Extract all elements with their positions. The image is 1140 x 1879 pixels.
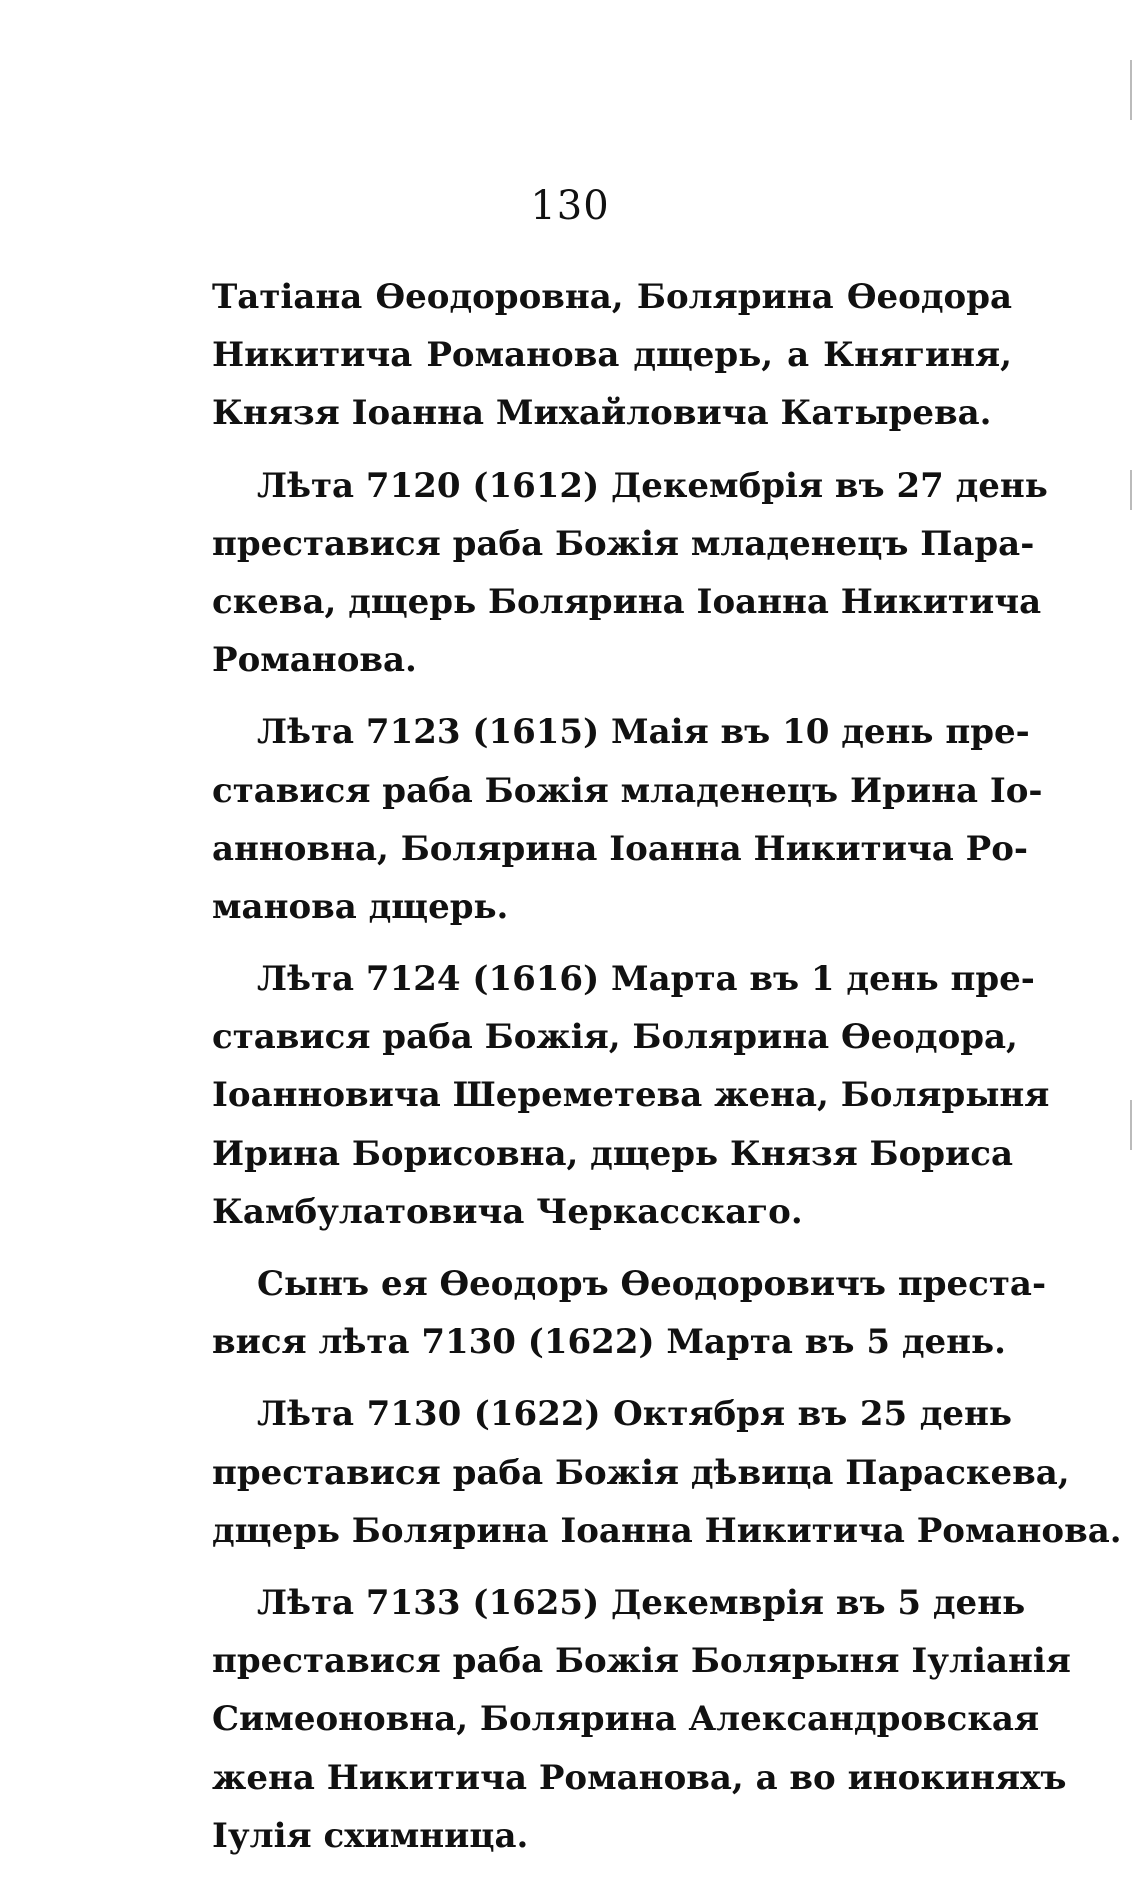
text-line: преставися раба Божія дѣвица Параскева, (212, 1452, 1070, 1493)
text-line: Лѣта 7120 (1612) Декембрія въ 27 день (257, 465, 1048, 506)
text-line: Лѣта 7130 (1622) Октября въ 25 день (257, 1394, 1012, 1435)
text-line: преставися раба Божія Болярыня Іуліанія (212, 1641, 1071, 1682)
text-line: Сынъ ея Өеодоръ Өеодоровичъ преста- (257, 1264, 1047, 1304)
scan-edge-mark (1130, 470, 1132, 510)
text-line: Лѣта 7123 (1615) Маія въ 10 день пре- (257, 712, 1030, 753)
text-body (212, 268, 1122, 1879)
paragraph-1 (212, 268, 1012, 443)
text-line: ставися раба Божія младенецъ Ирина Іо- (212, 770, 1043, 811)
text-line: Князя Іоанна Михайловича Катырева. (212, 393, 992, 434)
text-line: вися лѣта 7130 (1622) Марта въ 5 день. (212, 1322, 1006, 1363)
paragraph-7 (212, 1574, 1071, 1865)
paragraph-5 (212, 1255, 1047, 1371)
text-line: скева, дщерь Болярина Іоанна Никитича (212, 581, 1042, 622)
scan-edge-mark (1130, 1100, 1132, 1150)
text-line: Іулія схимница. (212, 1815, 529, 1856)
text-line: Камбулатовича Черкасскаго. (212, 1191, 803, 1232)
text-line: жена Никитича Романова, а во инокиняхъ (212, 1757, 1067, 1798)
paragraph-2 (212, 457, 1048, 690)
text-line: манова дщерь. (212, 886, 509, 927)
paragraph-6 (212, 1385, 1122, 1560)
text-line: ставися раба Божія, Болярина Өеодора, (212, 1017, 1018, 1058)
text-line: Симеоновна, Болярина Александровская (212, 1699, 1040, 1740)
page-number: 130 (530, 183, 610, 229)
text-line: Ирина Борисовна, дщерь Князя Бориса (212, 1133, 1013, 1174)
scan-edge-mark (1130, 60, 1132, 120)
text-line: дщерь Болярина Іоанна Никитича Романова. (212, 1510, 1122, 1551)
text-line: Лѣта 7133 (1625) Декемврія въ 5 день (257, 1582, 1026, 1623)
paragraph-4 (212, 950, 1050, 1241)
text-line: Никитича Романова дщерь, а Княгиня, (212, 335, 1012, 376)
text-line: преставися раба Божія младенецъ Пара- (212, 523, 1035, 564)
text-line: Лѣта 7124 (1616) Марта въ 1 день пре- (257, 959, 1035, 1000)
text-line: Іоанновича Шереметева жена, Болярыня (212, 1075, 1050, 1116)
text-line: Татіана Өеодоровна, Болярина Өеодора (212, 277, 1012, 317)
paragraph-3 (212, 703, 1043, 936)
text-line: Романова. (212, 640, 417, 681)
text-line: анновна, Болярина Іоанна Никитича Ро- (212, 828, 1029, 869)
